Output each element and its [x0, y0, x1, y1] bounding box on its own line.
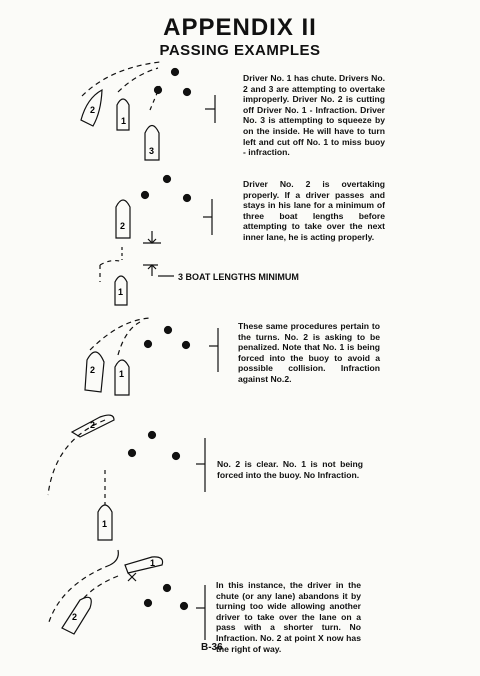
boat-number: 1	[121, 116, 127, 126]
example-2-text: Driver No. 2 is overtaking properly. If a driver passes and stays in his lane for a minimum of three boat lengths before attempting to take over the next inner lane, he is acting properly.	[243, 179, 385, 242]
example-1-diagram	[81, 62, 215, 160]
boat-number: 1	[150, 558, 156, 568]
boat-number: 3	[149, 146, 155, 156]
boat-2-hull	[116, 200, 130, 238]
boat-number: 1	[119, 369, 125, 379]
page-title: APPENDIX II	[163, 14, 317, 41]
boat-number: 1	[118, 287, 124, 297]
example-2-diagram	[100, 176, 212, 306]
boat-number: 2	[120, 221, 126, 231]
page-number: B-36	[201, 642, 223, 653]
boat-number: 2	[90, 105, 96, 115]
example-3-text: These same procedures pertain to the turns. No. 2 is asking to be penalized. Note that No. 1 is being forced into the buoy to avoid a possible collision. Infraction against No.2.	[238, 321, 380, 384]
example-4-diagram	[48, 415, 205, 540]
page-subtitle: PASSING EXAMPLES	[159, 42, 321, 59]
boat-number: 2	[72, 612, 78, 622]
example-5-diagram	[48, 550, 205, 640]
boat-1-hull	[125, 557, 163, 573]
example-4-text: No. 2 is clear. No. 1 is not being forced into the buoy. No Infraction.	[217, 459, 363, 480]
example-1-text: Driver No. 1 has chute. Drivers No. 2 and 3 are attempting to overtake improperly. Driver No. 2 is cutting off Driver No. 1 - Infraction. Driver No. 3 is attempting to squeeze by on the inside. He will have to turn left and cut off No. 1 to miss buoy - infraction.	[243, 73, 385, 158]
boat-number: 1	[102, 519, 108, 529]
example-5-text: In this instance, the driver in the chute (or any lane) abandons it by turning too wide allowing another driver to take over the lane on a pass with a shorter turn. No Infraction. No. 2 at point X now has the right of way.	[216, 580, 361, 654]
boat-numbers	[72, 105, 155, 622]
distance-label: 3 BOAT LENGTHS MINIMUM	[178, 272, 299, 282]
boat-number: 2	[90, 365, 96, 375]
boat-number: 2	[90, 420, 96, 430]
example-3-diagram	[85, 318, 218, 395]
